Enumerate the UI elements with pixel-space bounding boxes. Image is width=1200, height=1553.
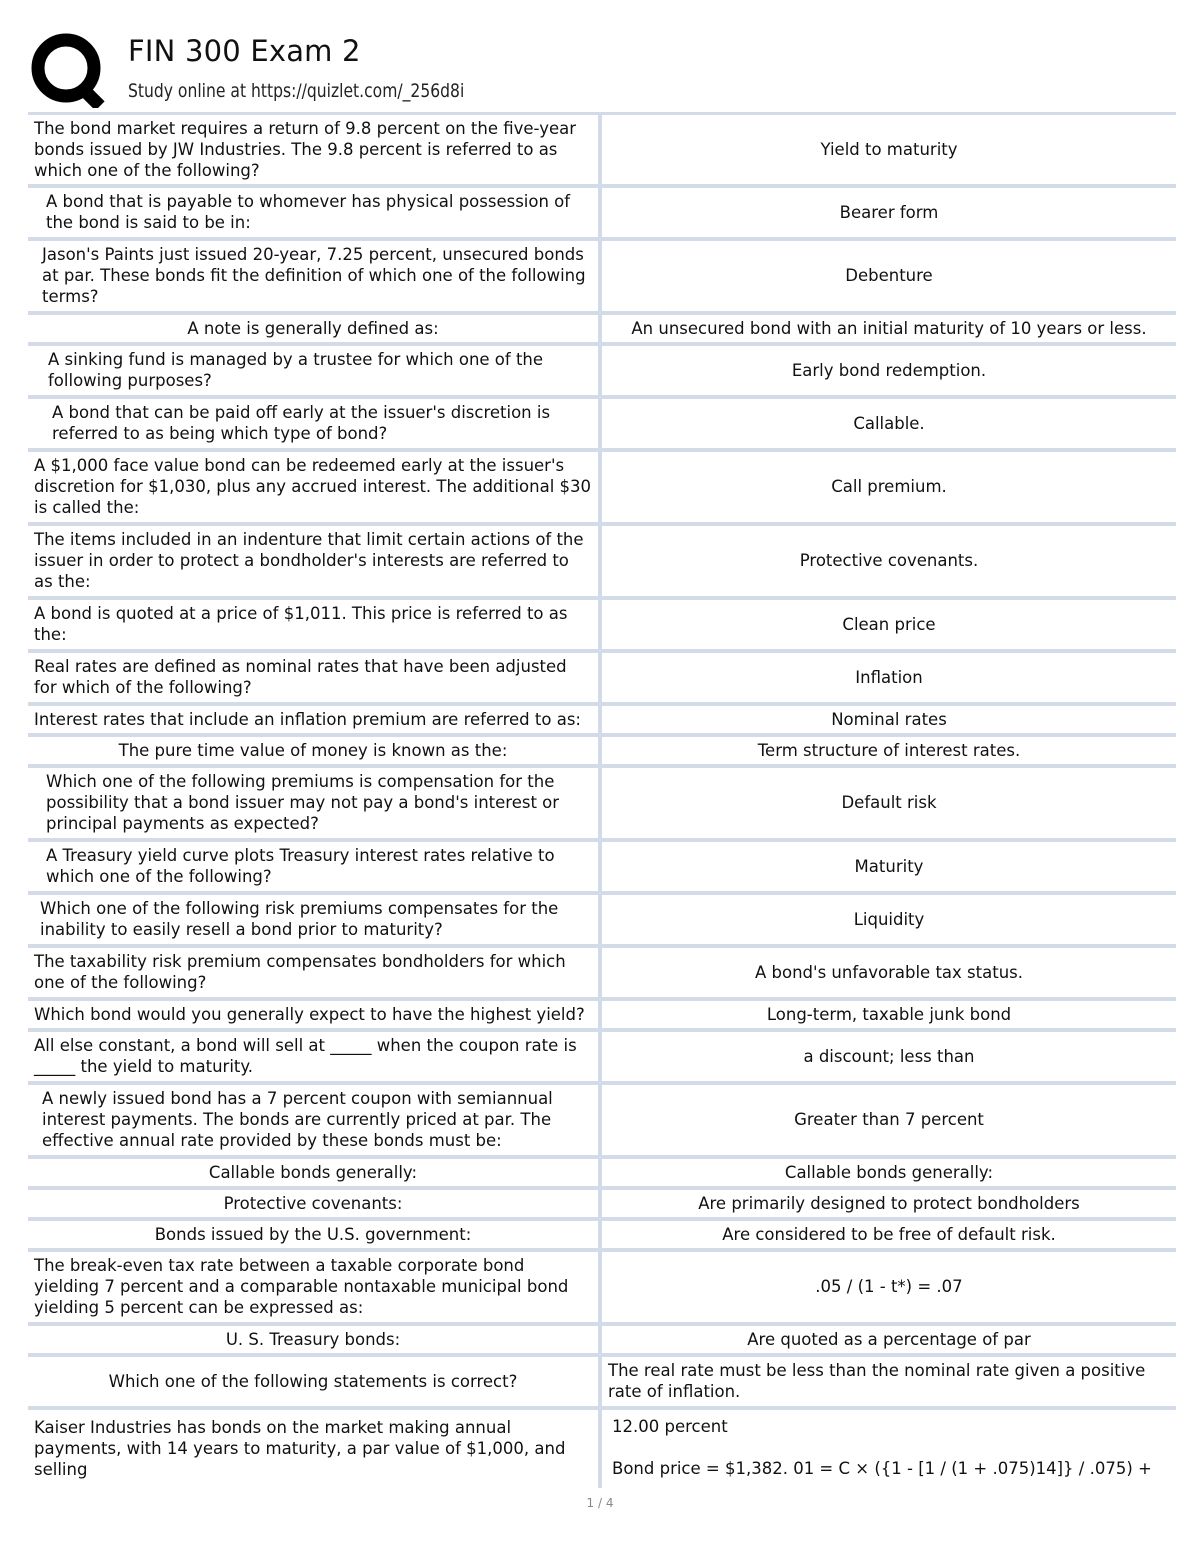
card-definition-answer: 12.00 percent — [612, 1416, 728, 1436]
card-definition: Protective covenants. — [600, 524, 1176, 598]
page-title: FIN 300 Exam 2 — [128, 34, 361, 68]
table-row — [28, 313, 1176, 344]
card-definition: Callable bonds generally: — [600, 1157, 1176, 1188]
card-term: All else constant, a bond will sell at _____ when the coupon rate is _____ the yield to maturity. — [28, 1030, 600, 1083]
card-definition: Are considered to be free of default risk. — [600, 1219, 1176, 1250]
table-row — [28, 735, 1176, 766]
card-definition: .05 / (1 - t*) = .07 — [600, 1250, 1176, 1324]
table-row — [28, 1250, 1176, 1324]
table-row — [28, 1030, 1176, 1083]
table-row — [28, 766, 1176, 840]
card-term: A newly issued bond has a 7 percent coupon with semiannual interest payments. The bonds are currently priced at par. The effective annual rate provided by these bonds must be: — [28, 1083, 600, 1157]
card-definition: Early bond redemption. — [600, 344, 1176, 397]
card-term: A bond that can be paid off early at the issuer's discretion is referred to as being which type of bond? — [28, 397, 600, 450]
table-row — [28, 1188, 1176, 1219]
table-row — [28, 344, 1176, 397]
table-row — [28, 704, 1176, 735]
page-header — [30, 28, 1180, 108]
card-definition: Nominal rates — [600, 704, 1176, 735]
card-term: Real rates are defined as nominal rates that have been adjusted for which of the following? — [28, 651, 600, 704]
card-term: Jason's Paints just issued 20-year, 7.25 percent, unsecured bonds at par. These bonds fit the definition of which one of the following terms? — [28, 239, 600, 313]
table-row — [28, 1157, 1176, 1188]
card-term: Which one of the following risk premiums compensates for the inability to easily resell a bond prior to maturity? — [28, 893, 600, 946]
card-term: A $1,000 face value bond can be redeemed early at the issuer's discretion for $1,030, plus any accrued interest. The additional $30 is called the: — [28, 450, 600, 524]
table-row — [28, 946, 1176, 999]
table-row — [28, 450, 1176, 524]
card-definition: Bearer form — [600, 186, 1176, 239]
card-definition: Term structure of interest rates. — [600, 735, 1176, 766]
table-row — [28, 840, 1176, 893]
table-row — [28, 1083, 1176, 1157]
card-definition: Callable. — [600, 397, 1176, 450]
card-definition: Default risk — [600, 766, 1176, 840]
card-definition: Yield to maturity — [600, 114, 1176, 186]
card-term: A bond that is payable to whomever has physical possession of the bond is said to be in: — [28, 186, 600, 239]
card-term: The bond market requires a return of 9.8 percent on the five-year bonds issued by JW Industries. The 9.8 percent is referred to as which one of the following? — [28, 114, 600, 186]
page-number: 1 / 4 — [586, 1496, 614, 1510]
table-row — [28, 114, 1176, 186]
card-definition: Are primarily designed to protect bondholders — [600, 1188, 1176, 1219]
card-definition: Debenture — [600, 239, 1176, 313]
card-definition: Inflation — [600, 651, 1176, 704]
card-definition: Maturity — [600, 840, 1176, 893]
card-definition: The real rate must be less than the nominal rate given a positive rate of inflation. — [600, 1355, 1176, 1408]
table-row — [28, 1408, 1176, 1488]
table-row — [28, 598, 1176, 651]
card-term: The taxability risk premium compensates bondholders for which one of the following? — [28, 946, 600, 999]
card-term: Kaiser Industries has bonds on the market making annual payments, with 14 years to maturity, a par value of $1,000, and selling — [28, 1408, 600, 1488]
table-row — [28, 239, 1176, 313]
card-definition: Clean price — [600, 598, 1176, 651]
table-row — [28, 999, 1176, 1030]
card-definition: Greater than 7 percent — [600, 1083, 1176, 1157]
card-term: Which one of the following premiums is compensation for the possibility that a bond issuer may not pay a bond's interest or principal payments as expected? — [28, 766, 600, 840]
table-row — [28, 1355, 1176, 1408]
card-term: A Treasury yield curve plots Treasury interest rates relative to which one of the following? — [28, 840, 600, 893]
card-definition: An unsecured bond with an initial maturity of 10 years or less. — [600, 313, 1176, 344]
card-definition-formula: Bond price = $1,382. 01 = C × ({1 - [1 / (1 + .075)14]} / .075) + — [612, 1458, 1152, 1478]
card-definition: a discount; less than — [600, 1030, 1176, 1083]
card-term: The break-even tax rate between a taxable corporate bond yielding 7 percent and a comparable nontaxable municipal bond yielding 5 percent can be expressed as: — [28, 1250, 600, 1324]
table-row — [28, 186, 1176, 239]
card-term: A sinking fund is managed by a trustee for which one of the following purposes? — [28, 344, 600, 397]
card-definition — [600, 1408, 1176, 1488]
card-term: The pure time value of money is known as the: — [28, 735, 600, 766]
table-row — [28, 1324, 1176, 1355]
card-definition: A bond's unfavorable tax status. — [600, 946, 1176, 999]
card-term: U. S. Treasury bonds: — [28, 1324, 600, 1355]
card-definition: Call premium. — [600, 450, 1176, 524]
card-term: Bonds issued by the U.S. government: — [28, 1219, 600, 1250]
study-link[interactable]: Study online at https://quizlet.com/_256d8i — [128, 80, 465, 102]
quizlet-logo-icon — [30, 32, 106, 108]
card-term: A note is generally defined as: — [28, 313, 600, 344]
card-term: Interest rates that include an inflation premium are referred to as: — [28, 704, 600, 735]
card-term: Which bond would you generally expect to have the highest yield? — [28, 999, 600, 1030]
table-row — [28, 524, 1176, 598]
card-term: A bond is quoted at a price of $1,011. This price is referred to as the: — [28, 598, 600, 651]
flashcard-table — [28, 112, 1176, 1488]
table-row — [28, 397, 1176, 450]
card-term: Which one of the following statements is correct? — [28, 1355, 600, 1408]
card-term: Protective covenants: — [28, 1188, 600, 1219]
card-term: The items included in an indenture that limit certain actions of the issuer in order to protect a bondholder's interests are referred to as the: — [28, 524, 600, 598]
table-row — [28, 651, 1176, 704]
table-row — [28, 1219, 1176, 1250]
table-row — [28, 893, 1176, 946]
card-term: Callable bonds generally: — [28, 1157, 600, 1188]
card-definition: Liquidity — [600, 893, 1176, 946]
card-definition: Long-term, taxable junk bond — [600, 999, 1176, 1030]
card-definition: Are quoted as a percentage of par — [600, 1324, 1176, 1355]
